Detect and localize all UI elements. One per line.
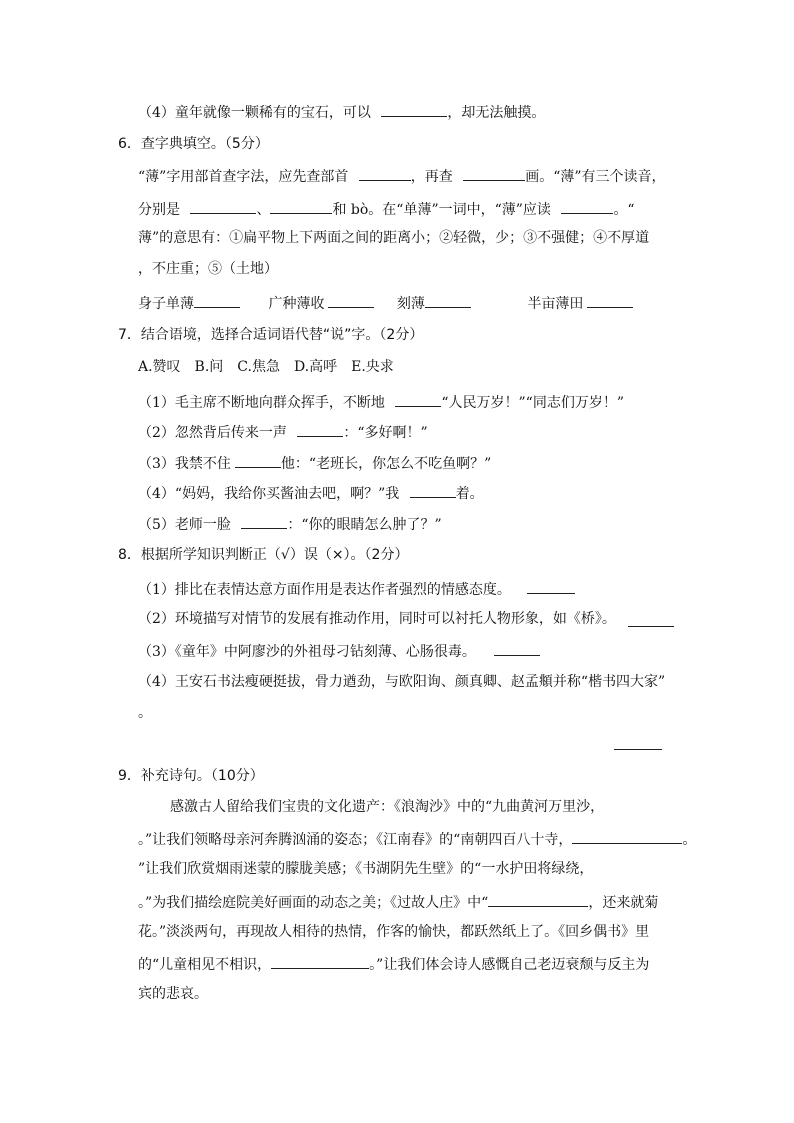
q9-line5: 花。”淡淡两句，再现故人相待的热情，作客的愉快，都跃然纸上了。《回乡偶书》里 (138, 924, 650, 940)
q7-item5-blank[interactable] (241, 513, 287, 529)
q6-danbao-blank[interactable] (561, 198, 613, 214)
q6-reading2-blank[interactable] (270, 198, 332, 214)
q9-line6-b: 。”让我们体会诗人感慨自己老迈衰颓与反主为 (369, 957, 650, 973)
q8-item4: （4）王安石书法瘦硬挺拔，骨力遒劲，与欧阳询、颜真卿、赵孟頫并称“楷书四大家” (138, 674, 666, 690)
q6-reading1-blank[interactable] (190, 198, 256, 214)
q7-item2 (138, 421, 428, 443)
q6-words-line (138, 292, 633, 314)
q6-line2 (138, 198, 635, 220)
q9-line4-a: 。”为我们描绘庭院美好画面的动态之美；《过故人庄》中“ (138, 895, 489, 911)
q9-huixiang-blank[interactable] (271, 953, 369, 969)
q8-item1 (138, 578, 575, 600)
q9-line6 (138, 953, 649, 975)
q6-line3: 薄”的意思有：①扁平物上下两面之间的距离小；②轻微，少；③不强健；④不厚道 (138, 230, 650, 246)
q6-strokes-blank[interactable] (463, 165, 525, 181)
q6-word4-blank[interactable] (587, 292, 633, 308)
q7-item3-blank[interactable] (235, 452, 281, 468)
q7-item3-b: 他：“老班长，你怎么不吃鱼啊？” (280, 456, 492, 472)
q6-line2-a: 分别是 (138, 202, 180, 218)
q9-line4-b: ，还来就菊 (588, 895, 659, 911)
q6-title: 6．查字典填空。（5分） (118, 136, 269, 152)
q8-item3 (138, 640, 540, 662)
q9-line2 (138, 828, 696, 850)
q9-line3: ”让我们欣赏烟雨迷蒙的朦胧美感；《书湖阴先生壁》的“一水护田将绿绕， (138, 861, 594, 877)
q5-item4-line (138, 101, 545, 123)
q7-options: A.赞叹 B.问 C.焦急 D.高呼 E.央求 (138, 359, 394, 375)
q7-item4-blank[interactable] (410, 482, 456, 498)
q9-line2-b: 。 (682, 832, 697, 848)
q6-line4: ，不庄重；⑤（土地） (138, 261, 278, 277)
q6-word3-blank[interactable] (425, 292, 471, 308)
q8-item4-end: 。 (138, 705, 152, 721)
q6-word1-blank[interactable] (194, 292, 240, 308)
q6-line2-d: 。“ (613, 202, 635, 218)
q9-line2-a: 。”让我们领略母亲河奔腾汹涌的姿态；《江南春》的“南朝四百八十寺， (138, 832, 573, 848)
q5-item4-blank[interactable] (381, 101, 447, 117)
q8-item1-blank[interactable] (527, 578, 575, 594)
q7-item1-a: （1）毛主席不断地向群众挥手，不断地 (138, 395, 385, 411)
q6-line1-b: ，再查 (410, 169, 453, 185)
q9-line1: 感激古人留给我们宝贵的文化遗产：《浪淘沙》中的“九曲黄河万里沙， (170, 799, 605, 815)
q7-item4 (138, 482, 484, 504)
q5-item4-text: （4）童年就像一颗稀有的宝石，可以 (138, 105, 371, 121)
q8-item3-text: （3）《童年》中阿廖沙的外祖母刁钻刻薄、心肠很毒。 (138, 644, 476, 660)
q9-guoguren-blank[interactable] (488, 891, 588, 907)
q9-line7: 宾的悲哀。 (138, 986, 208, 1002)
q8-item3-blank[interactable] (494, 640, 540, 656)
q9-title: 9．补充诗句。（10分） (118, 768, 264, 784)
q6-word2: 广种薄收 (268, 296, 325, 312)
q6-line2-b: 、 (256, 202, 271, 218)
q7-item2-blank[interactable] (297, 421, 343, 437)
q6-line1-c: 画。“薄”有三个读音， (525, 169, 666, 185)
q7-title: 7．结合语境，选择合适词语代替“说”字。（2分） (118, 327, 424, 343)
q6-line1-a: “薄”字用部首查字法，应先查部首 (138, 169, 349, 185)
q6-radical-blank[interactable] (359, 165, 411, 181)
q7-item1 (138, 391, 624, 413)
q7-item4-a: （4）“妈妈，我给你买酱油去吧，啊？”我 (138, 486, 400, 502)
q9-jiangnanchun-blank[interactable] (572, 828, 682, 844)
q6-word2-blank[interactable] (328, 292, 374, 308)
q6-word3: 刻薄 (396, 296, 425, 312)
q9-line4 (138, 891, 658, 913)
q7-item1-blank[interactable] (395, 391, 441, 407)
q9-line6-a: 的“儿童相见不相识， (138, 957, 272, 973)
q8-item2-blank[interactable] (628, 611, 674, 627)
q7-item4-b: 着。 (455, 486, 484, 502)
q7-item3-a: （3）我禁不住 (138, 456, 231, 472)
q8-item2-text: （2）环境描写对情节的发展有推动作用，同时可以衬托人物形象，如《桥》。 (138, 611, 616, 627)
q5-item4-tail: ，却无法触摸。 (447, 105, 546, 121)
q8-item4-blank[interactable] (614, 734, 662, 750)
q8-item1-text: （1）排比在表情达意方面作用是表达作者强烈的情感态度。 (138, 582, 511, 598)
q6-word4: 半亩薄田 (527, 296, 584, 312)
q6-line2-c: 和 bò。在“单薄”一词中，“薄”应读 (332, 202, 551, 218)
q7-item5-b: ：“你的眼睛怎么肿了？” (287, 517, 442, 533)
q8-title: 8．根据所学知识判断正（√）误（×）。（2分） (118, 547, 409, 563)
q7-item2-b: ：“多好啊！” (343, 425, 428, 441)
q7-item5 (138, 513, 442, 535)
q6-word1: 身子单薄 (138, 296, 194, 312)
q7-item5-a: （5）老师一脸 (138, 517, 231, 533)
q7-item1-b: “人民万岁！”“同志们万岁！” (441, 395, 624, 411)
q7-item2-a: （2）忽然背后传来一声 (138, 425, 287, 441)
q7-item3 (138, 452, 491, 474)
q8-item2 (138, 609, 616, 629)
q6-line1 (138, 165, 666, 187)
